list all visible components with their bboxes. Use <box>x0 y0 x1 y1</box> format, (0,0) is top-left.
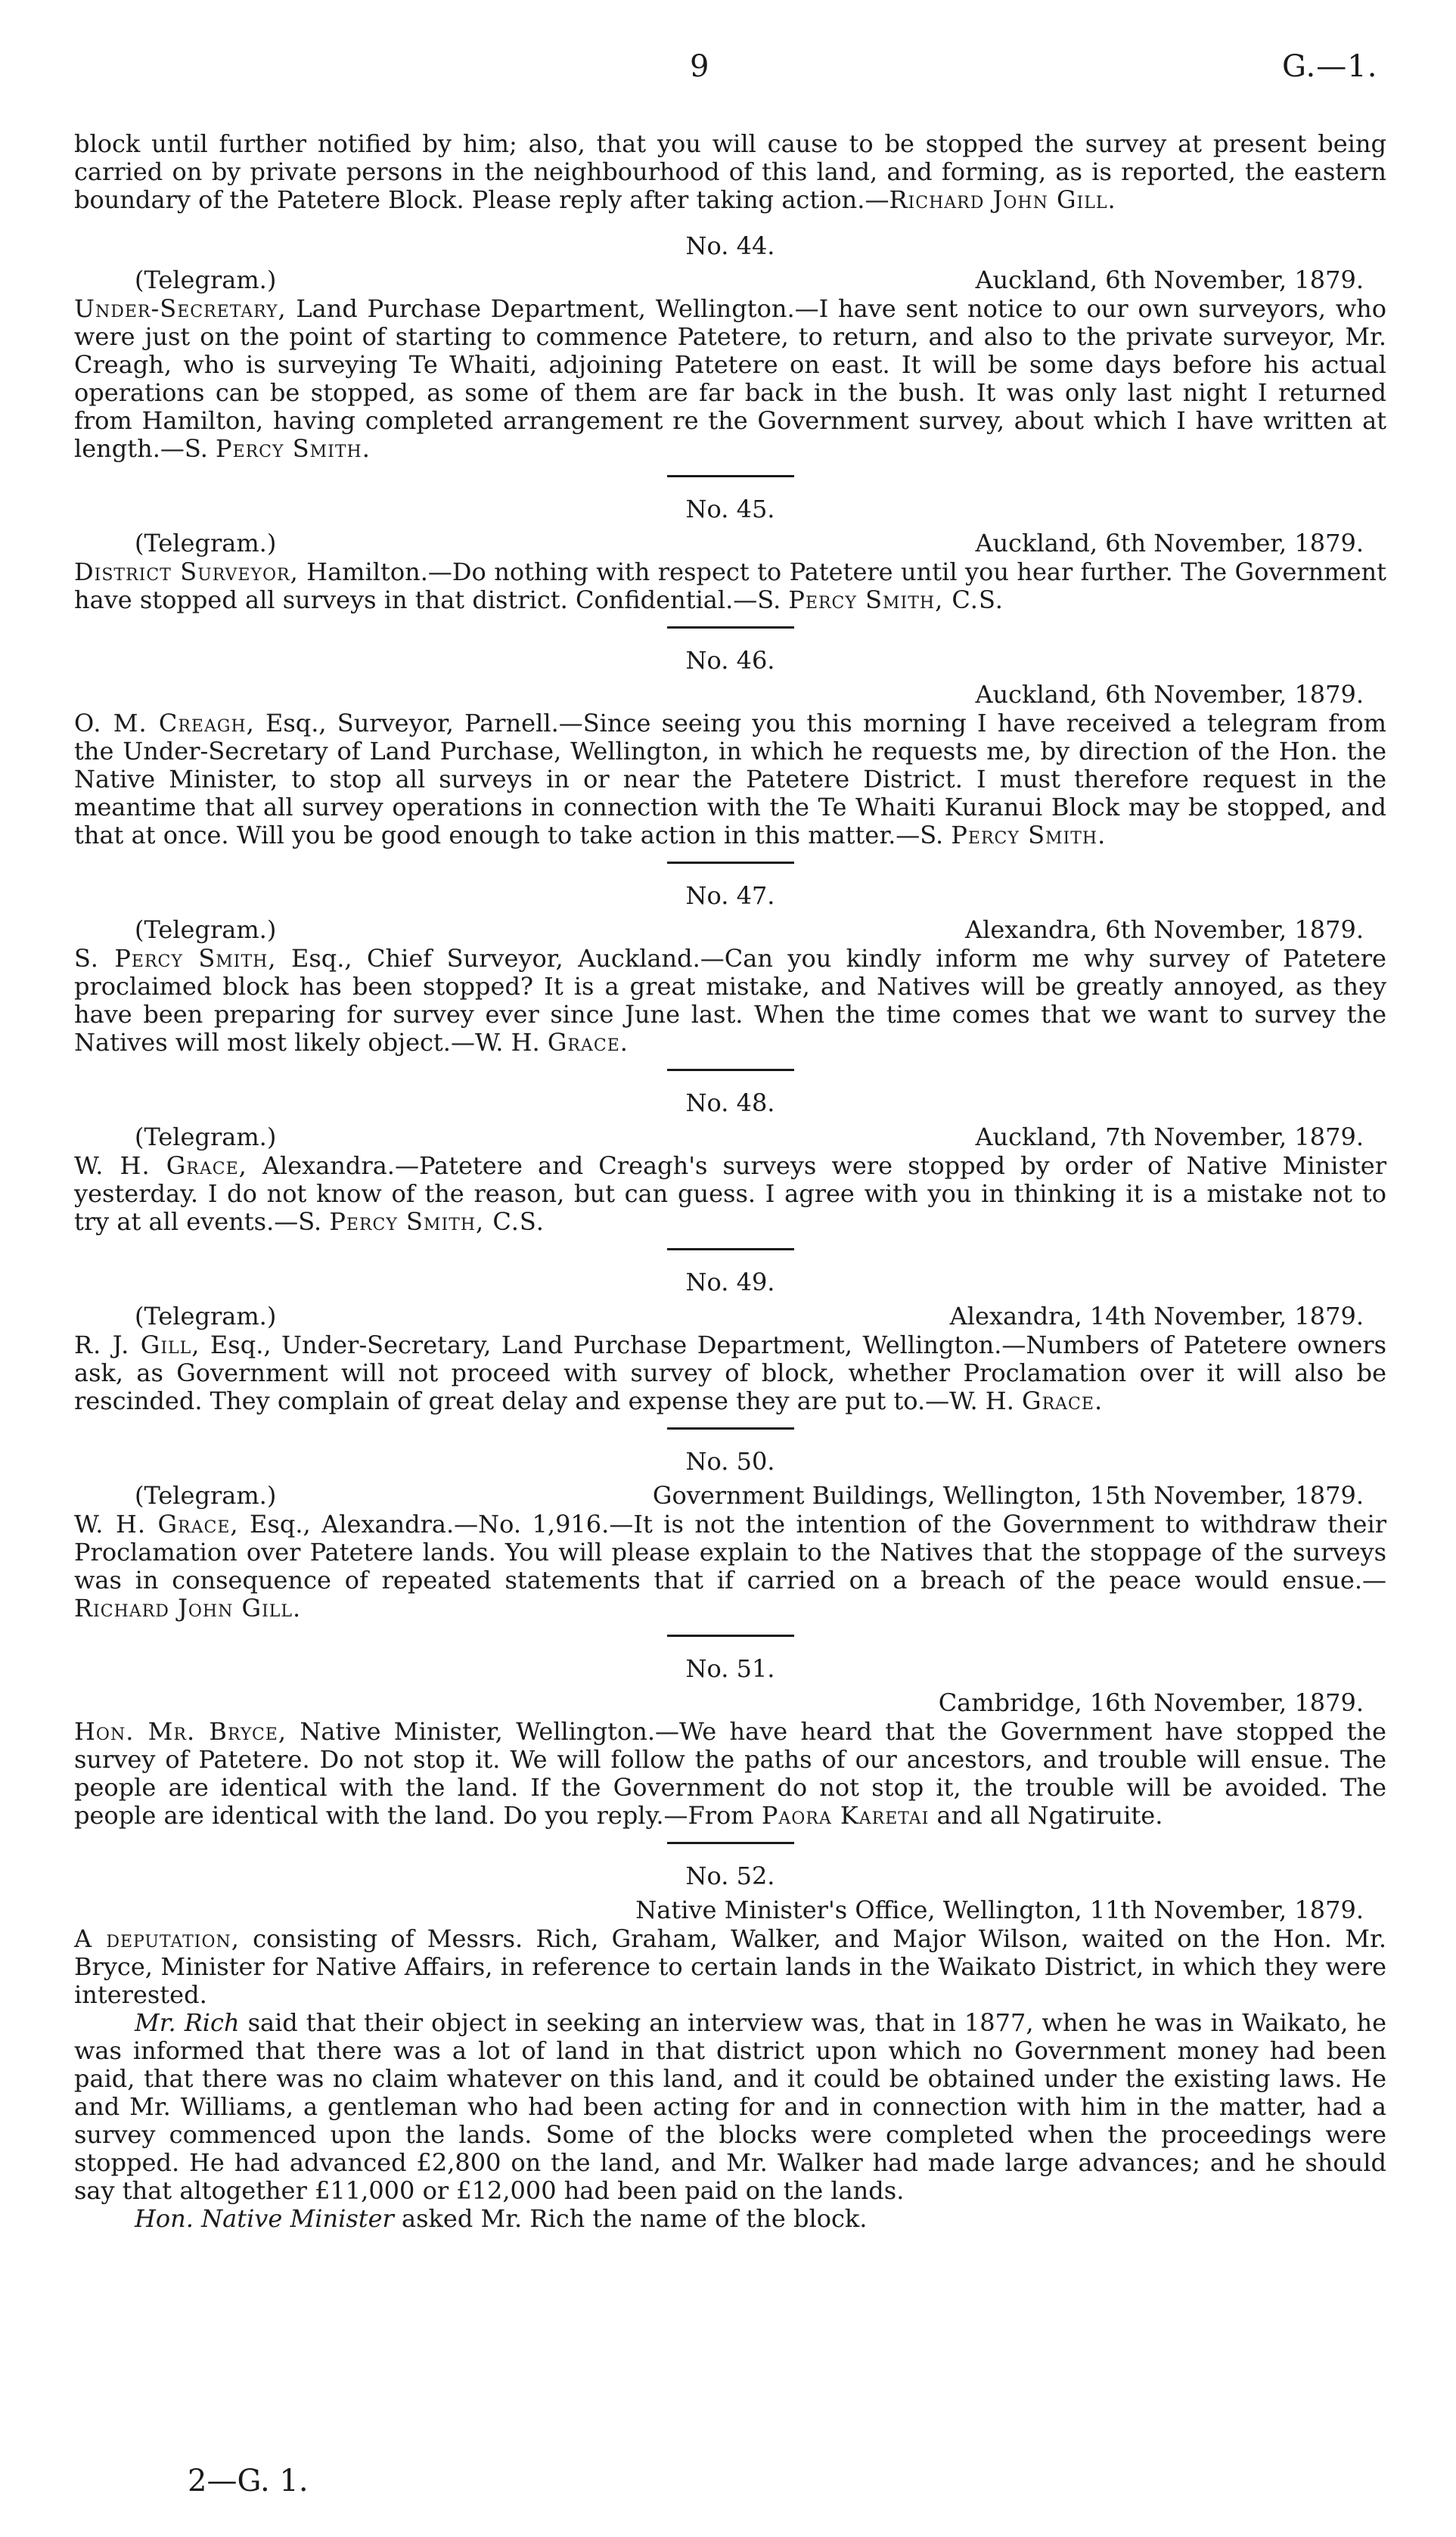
separator-rule <box>667 626 794 629</box>
entry-text: Esq., Surveyor, Parnell.—Since seeing you this morning I have received a telegram from the Under-Secretary of Land Purchase, Wellington, in which he requests me, by direction of the Hon. the Native Minister, to stop all surveys in or near the Patetere District. I must therefore request in the meantime that all survey operations in connection with the Te Whaiti Kuranui Block may be stopped, and that at once. Will you be good enough to take action in this matter.—S. <box>74 709 1386 849</box>
separator-rule <box>667 1842 794 1844</box>
entry-body <box>74 710 1386 849</box>
entry-45 <box>74 495 1386 629</box>
entry-addressee: Under-Secretary, <box>74 294 287 323</box>
entry-tail: and all Ngatiruite. <box>929 1801 1163 1830</box>
entry-52 <box>74 1862 1386 2233</box>
entry-text: Land Purchase Department, Wellington.—I have sent notice to our own surveyors, who were just on the point of starting to commence Patetere, to return, and also to the private surveyor, Mr. Creagh, who is surveying Te Whaiti, adjoining Patetere on east. It will be some days before his actual operations can be stopped, as some of them are far back in the bush. It was only last night I returned from Hamilton, having completed arrangement re the Government survey, about which I have written at length.—S. <box>74 294 1386 463</box>
minister-paragraph <box>74 2205 1386 2233</box>
entry-number: No. 50. <box>685 1447 775 1476</box>
document-body <box>74 130 1386 2233</box>
entry-signature: Paora Karetai <box>761 1801 930 1830</box>
entry-text: consisting of Messrs. Rich, Graham, Walker, and Major Wilson, waited on the Hon. Mr. Bryce, Minister for Native Affairs, in reference to certain lands in the Waikato District, in which they were interested. <box>74 1924 1386 2009</box>
entry-place-date: Auckland, 7th November, 1879. <box>975 1123 1364 1151</box>
entry-body <box>74 558 1386 614</box>
entry-place-date: Alexandra, 6th November, 1879. <box>965 915 1364 944</box>
separator-rule <box>667 475 794 477</box>
page-number: 9 <box>690 49 709 84</box>
entry-addressee: W. H. Grace, <box>74 1151 247 1180</box>
entry-signature: Percy Smith, C.S. <box>329 1207 545 1236</box>
entry-place-date: Auckland, 6th November, 1879. <box>975 266 1364 294</box>
entry-text: Esq., Under-Secretary, Land Purchase Department, Wellington.—Numbers of Patetere owners ask, as Government will not proceed with survey of block, whether Proclamation over it will also be rescinded. They complain of great delay and expense they are put to.—W. H. <box>74 1331 1387 1415</box>
entry-number: No. 52. <box>685 1862 775 1890</box>
entry-47 <box>74 882 1386 1071</box>
telegram-label: (Telegram.) <box>135 915 277 944</box>
entry-body <box>74 1718 1386 1830</box>
separator-rule <box>667 1427 794 1430</box>
telegram-label: (Telegram.) <box>135 266 277 294</box>
entry-body <box>74 1925 1386 2009</box>
telegram-label: (Telegram.) <box>135 1302 277 1331</box>
separator-rule <box>667 1248 794 1250</box>
separator-rule <box>667 1069 794 1071</box>
entry-49 <box>74 1268 1386 1430</box>
entry-body <box>74 1511 1386 1622</box>
intro-text: block until further notified by him; also, that you will cause to be stopped the survey at present being carried on by private persons in the neighbourhood of this land, and forming, as is reported, the eastern boundary of the Patetere Block. Please reply after taking action.— <box>74 129 1386 214</box>
entry-signature: Grace. <box>547 1028 629 1057</box>
entry-signature: Percy Smith. <box>951 821 1107 849</box>
entry-place-date: Government Buildings, Wellington, 15th November, 1879. <box>652 1481 1364 1510</box>
rich-paragraph <box>74 2009 1386 2205</box>
separator-rule <box>667 862 794 864</box>
entry-number: No. 48. <box>685 1088 775 1117</box>
entry-addressee: S. Percy Smith, <box>74 944 277 973</box>
entry-place-date: Alexandra, 14th November, 1879. <box>949 1302 1364 1331</box>
entry-body <box>74 945 1386 1057</box>
minister-text: asked Mr. Rich the name of the block. <box>393 2204 868 2233</box>
entry-text: Alexandra.—Patetere and Creagh's surveys were stopped by order of Native Minister yesterday. I do not know of the reason, but can guess. I agree with you in thinking it is a mistake not to try at all events.—S. <box>74 1151 1386 1236</box>
intro-signature: Richard John Gill. <box>889 185 1116 214</box>
entry-number: No. 46. <box>685 646 775 675</box>
entry-body <box>74 1152 1386 1236</box>
entry-text: Native Minister, Wellington.—We have heard that the Government have stopped the survey of Patetere. Do not stop it. We will follow the paths of our ancestors, and trouble will ensue. The people are identical with the land. If the Government do not stop it, the trouble will be avoided. The people are identical with the land. Do you reply.—From <box>74 1717 1386 1830</box>
entry-text: Esq., Chief Surveyor, Auckland.—Can you kindly inform me why survey of Patetere proclaimed block has been stopped? It is a great mistake, and Natives will be greatly annoyed, as they have been preparing for survey ever since June last. When the time comes that we want to survey the Natives will most likely object.—W. H. <box>74 944 1386 1057</box>
entry-text: Hamilton.—Do nothing with respect to Patetere until you hear further. The Government have stopped all surveys in that district. Confidential.—S. <box>74 557 1387 614</box>
entry-body <box>74 1331 1386 1415</box>
separator-rule <box>667 1635 794 1637</box>
entry-place-date: Native Minister's Office, Wellington, 11th November, 1879. <box>635 1896 1364 1924</box>
speaker-minister: Hon. Native Minister <box>135 2204 394 2233</box>
entry-number: No. 49. <box>685 1268 775 1296</box>
entry-addressee: District Surveyor, <box>74 557 299 586</box>
intro-paragraph <box>74 130 1386 214</box>
entry-addressee: R. J. Gill, <box>74 1331 200 1359</box>
entry-place-date: Auckland, 6th November, 1879. <box>975 680 1364 709</box>
entry-44 <box>74 232 1386 477</box>
entry-number: No. 44. <box>685 231 775 260</box>
entry-place-date: Auckland, 6th November, 1879. <box>975 529 1364 557</box>
entry-body <box>74 295 1386 463</box>
entry-text: Esq., Alexandra.—No. 1,916.—It is not the intention of the Government to withdraw their Proclamation over Patetere lands. You will please explain to the Natives that the stoppage of the surveys was in consequence of repeated statements that if carried on a breach of the peace would ensue.— <box>74 1510 1386 1595</box>
page-reference: G.—1. <box>1282 49 1378 84</box>
entry-number: No. 51. <box>685 1654 775 1683</box>
page-signature-mark: 2—G. 1. <box>188 2464 309 2498</box>
entry-signature: Richard John Gill. <box>74 1594 302 1622</box>
telegram-label: (Telegram.) <box>135 529 277 557</box>
entry-addressee: Hon. Mr. Bryce, <box>74 1717 287 1746</box>
entry-number: No. 47. <box>685 881 775 910</box>
entry-48 <box>74 1089 1386 1250</box>
entry-number: No. 45. <box>685 495 775 523</box>
entry-signature: Percy Smith, C.S. <box>788 585 1004 614</box>
entry-signature: Grace. <box>1022 1386 1104 1415</box>
entry-50 <box>74 1448 1386 1637</box>
entry-addressee: W. H. Grace, <box>74 1510 239 1539</box>
entry-addressee: O. M. Creagh, <box>74 709 255 738</box>
speaker-rich: Mr. Rich <box>135 2008 240 2037</box>
telegram-label: (Telegram.) <box>135 1123 277 1151</box>
entry-signature: Percy Smith. <box>216 434 371 463</box>
entry-46 <box>74 647 1386 864</box>
telegram-label: (Telegram.) <box>135 1481 277 1510</box>
entry-place-date: Cambridge, 16th November, 1879. <box>938 1688 1364 1717</box>
rich-text: said that their object in seeking an interview was, that in 1877, when he was in Waikato, he was informed that there was a lot of land in that district upon which no Government money had been paid, that there was no claim whatever on this land, and it could be obtained under the existing laws. He and Mr. Williams, a gentleman who had been acting for and in connection with him in the matter, had a survey commenced upon the lands. Some of the blocks were completed when the proceedings were stopped. He had advanced £2,800 on the land, and Mr. Walker had made large advances; and he should say that altogether £11,000 or £12,000 had been paid on the lands. <box>74 2008 1387 2205</box>
entry-addressee: A deputation, <box>74 1924 240 1953</box>
entry-51 <box>74 1655 1386 1844</box>
